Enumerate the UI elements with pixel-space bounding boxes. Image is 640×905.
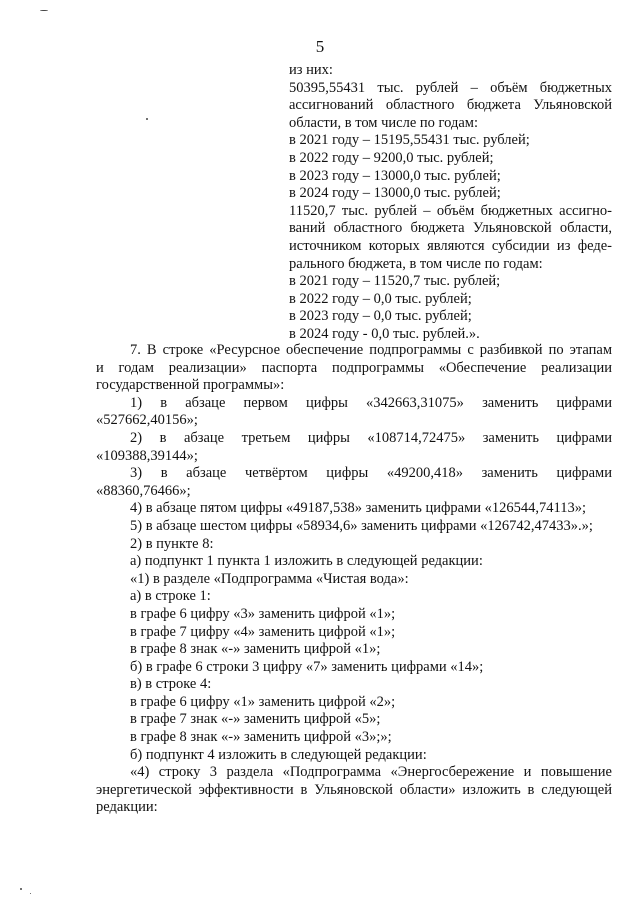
paragraph-item-7-cont: государственной программы»: xyxy=(96,377,285,394)
row-4-column-8: в графе 8 знак «-» заменить цифрой «3»;»; xyxy=(130,729,392,746)
text-line: ваний областного бюджета Ульяновской области, xyxy=(289,220,612,237)
text-line: источником которых являются субсидии из феде- xyxy=(289,237,612,254)
section-clean-water: «1) в разделе «Подпрограмма «Чистая вода»: xyxy=(130,570,409,587)
scan-speck xyxy=(30,893,31,894)
row-3: б) в графе 6 строки 3 цифру «7» заменить цифрами «14»; xyxy=(130,658,484,675)
text-line: в 2022 году – 9200,0 тыс. рублей; xyxy=(289,149,494,166)
text-line: в 2024 году – 13000,0 тыс. рублей; xyxy=(289,185,501,202)
scan-speck xyxy=(40,10,48,11)
text-line: области, в том числе по годам: xyxy=(289,114,478,131)
row-4: в) в строке 4: xyxy=(130,676,212,693)
subitem-1-cont: «527662,40156»; xyxy=(96,412,198,429)
point-8: 2) в пункте 8: xyxy=(130,535,214,552)
resource-provision-text xyxy=(289,62,612,344)
subitem-3-cont: «88360,76466»; xyxy=(96,482,191,499)
text-line: в 2021 году – 15195,55431 тыс. рублей; xyxy=(289,132,530,149)
amendment-text xyxy=(96,342,612,817)
subitem-4-new-cont: редакции: xyxy=(96,799,158,816)
row-1-column-7: в графе 7 цифру «4» заменить цифрой «1»; xyxy=(130,623,396,640)
row-1-column-8: в графе 8 знак «-» заменить цифрой «1»; xyxy=(130,641,381,658)
subitem-4: 4) в абзаце пятом цифры «49187,538» заменить цифрами «126544,74113»; xyxy=(130,500,586,517)
scan-speck xyxy=(146,118,148,120)
row-1-column-6: в графе 6 цифру «3» заменить цифрой «1»; xyxy=(130,605,396,622)
scan-speck xyxy=(20,888,22,890)
row-1: а) в строке 1: xyxy=(130,588,211,605)
subitem-2: 2) в абзаце третьем цифры «108714,72475» заменить цифрами xyxy=(130,429,612,446)
text-line: 11520,7 тыс. рублей – объём бюджетных ассигно- xyxy=(289,202,612,219)
text-line: из них: xyxy=(289,62,333,78)
subitem-2-cont: «109388,39144»; xyxy=(96,447,198,464)
row-4-column-7: в графе 7 знак «-» заменить цифрой «5»; xyxy=(130,711,381,728)
paragraph-item-7: 7. В строке «Ресурсное обеспечение подпрограммы с разбивкой по этапам xyxy=(130,342,612,358)
text-line: рального бюджета, в том числе по годам: xyxy=(289,255,543,272)
text-line: ассигнований областного бюджета Ульяновской xyxy=(289,97,612,114)
text-line: в 2021 году – 11520,7 тыс. рублей; xyxy=(289,273,501,290)
text-line: в 2023 году – 0,0 тыс. рублей; xyxy=(289,308,472,325)
subitem-4-new-cont: энергетической эффективности в Ульяновской области» изложить в следующей xyxy=(96,781,612,798)
point-8-b: б) подпункт 4 изложить в следующей редакции: xyxy=(130,746,427,763)
paragraph-item-7-cont: и годам реализации» паспорта подпрограммы «Обеспечение реализации xyxy=(96,359,612,376)
subitem-3: 3) в абзаце четвёртом цифры «49200,418» заменить цифрами xyxy=(130,465,612,482)
subitem-5: 5) в абзаце шестом цифры «58934,6» заменить цифрами «126742,47433».»; xyxy=(130,517,593,534)
subitem-1: 1) в абзаце первом цифры «342663,31075» заменить цифрами xyxy=(130,394,612,411)
page-number: 5 xyxy=(315,37,325,56)
subitem-4-new: «4) строку 3 раздела «Подпрограмма «Энергосбережение и повышение xyxy=(130,764,612,781)
text-line: в 2023 году – 13000,0 тыс. рублей; xyxy=(289,167,501,184)
text-line: 50395,55431 тыс. рублей – объём бюджетных xyxy=(289,79,612,96)
point-8-a: а) подпункт 1 пункта 1 изложить в следующей редакции: xyxy=(130,553,483,570)
text-line: в 2024 году - 0,0 тыс. рублей.». xyxy=(289,325,480,342)
row-4-column-6: в графе 6 цифру «1» заменить цифрой «2»; xyxy=(130,693,396,710)
text-line: в 2022 году – 0,0 тыс. рублей; xyxy=(289,290,472,307)
